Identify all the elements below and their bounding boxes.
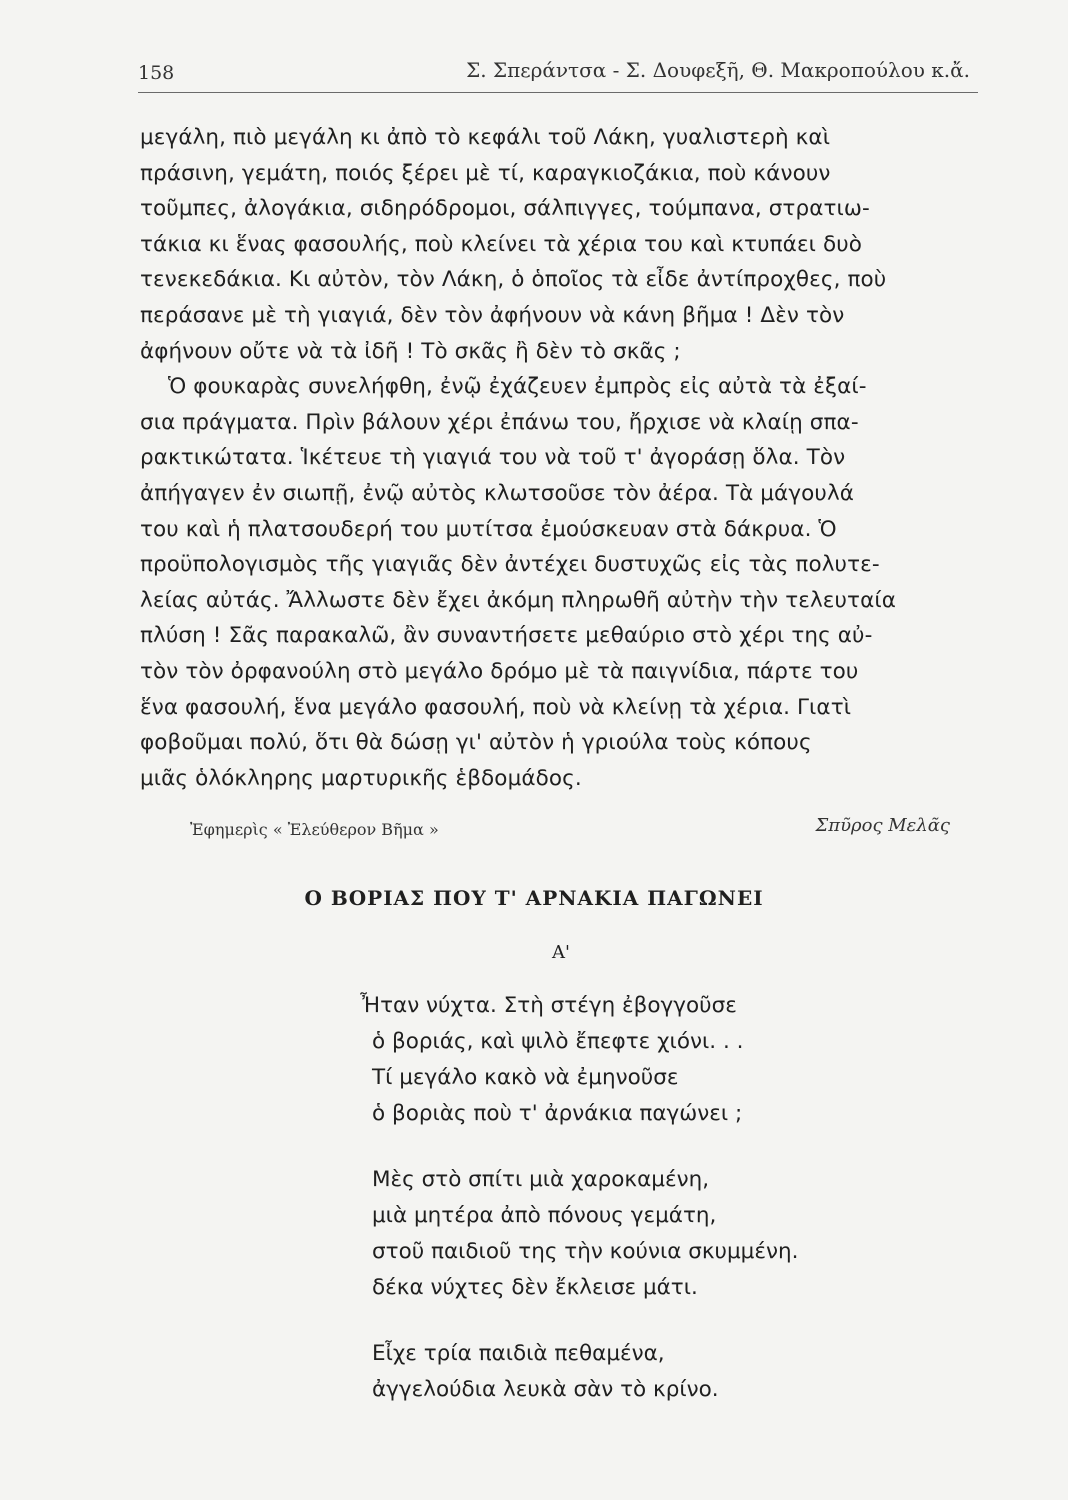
prose-line: τοῦμπες, ἀλογάκια, σιδηρόδρομοι, σάλπιγγες, τούμπανα, στρατιω- xyxy=(140,196,870,222)
verse-line: Ἦταν νύχτα. Στὴ στέγη ἐβογγοῦσε xyxy=(360,993,737,1018)
verse-line: ὁ βοριάς, καὶ ψιλὸ ἔπεφτε χιόνι. . . xyxy=(372,1029,744,1054)
prose-line: τὸν τὸν ὀρφανούλη στὸ μεγάλο δρόμο μὲ τὰ παιγνίδια, πάρτε του xyxy=(140,658,859,684)
stanza-gap xyxy=(360,1132,960,1162)
prose-line: πλύση ! Σᾶς παρακαλῶ, ἂν συναντήσετε μεθαύριο στὸ χέρι της αὐ- xyxy=(140,623,873,649)
prose-line: φοβοῦμαι πολύ, ὅτι θὰ δώσῃ γι' αὐτὸν ἡ γριούλα τοὺς κόπους xyxy=(140,730,812,756)
prose-line: λείας αὐτάς. Ἄλλωστε δὲν ἔχει ἀκόμη πληρωθῆ αὐτὴν τὴν τελευταία xyxy=(140,587,897,613)
prose-line: ἀφήνουν οὔτε νὰ τὰ ἰδῆ ! Τὸ σκᾶς ἢ δὲν τὸ σκᾶς ; xyxy=(140,338,681,364)
source-citation: Ἐφημερὶς « Ἐλεύθερον Βῆμα » xyxy=(190,820,439,839)
verse-line: δέκα νύχτες δὲν ἔκλεισε μάτι. xyxy=(372,1275,698,1300)
prose-line: πράσινη, γεμάτη, ποιός ξέρει μὲ τί, καραγκιοζάκια, ποὺ κάνουν xyxy=(140,160,831,186)
prose-line: μιᾶς ὁλόκληρης μαρτυρικῆς ἑβδομάδος. xyxy=(140,765,582,791)
prose-line: του καὶ ἡ πλατσουδερή του μυτίτσα ἐμούσκευαν στὰ δάκρυα. Ὁ xyxy=(140,516,837,542)
prose-line: Ὁ φουκαρὰς συνελήφθη, ἐνῷ ἐχάζευεν ἐμπρὸς εἰς αὐτὰ τὰ ἐξαί- xyxy=(168,374,867,400)
verse-line: στοῦ παιδιοῦ της τὴν κούνια σκυμμένη. xyxy=(372,1239,799,1264)
prose-line: τενεκεδάκια. Κι αὐτὸν, τὸν Λάκη, ὁ ὁποῖος τὰ εἶδε ἀντίπροχθες, ποὺ xyxy=(140,267,887,293)
poem-title: Ο ΒΟΡΙΑΣ ΠΟΥ Τ' ΑΡΝΑΚΙΑ ΠΑΓΩΝΕΙ xyxy=(304,886,764,910)
verse-line: Εἶχε τρία παιδιὰ πεθαμένα, xyxy=(372,1341,665,1366)
poem-body xyxy=(360,988,960,1408)
prose-line: περάσανε μὲ τὴ γιαγιά, δὲν τὸν ἀφήνουν νὰ κάνη βῆμα ! Δὲν τὸν xyxy=(140,302,845,328)
page-header xyxy=(138,56,978,93)
verse-line: ἀγγελούδια λευκὰ σὰν τὸ κρίνο. xyxy=(372,1377,719,1402)
page-number: 158 xyxy=(138,62,175,84)
prose-line: ἕνα φασουλή, ἕνα μεγάλο φασουλή, ποὺ νὰ κλείνῃ τὰ χέρια. Γιατὶ xyxy=(140,694,852,720)
prose-line: τάκια κι ἕνας φασουλής, ποὺ κλείνει τὰ χέρια του καὶ κτυπάει δυὸ xyxy=(140,231,863,257)
prose-line: σια πράγματα. Πρὶν βάλουν χέρι ἐπάνω του, ἤρχισε νὰ κλαίῃ σπα- xyxy=(140,409,859,435)
verse-line: Μὲς στὸ σπίτι μιὰ χαροκαμένη, xyxy=(372,1167,710,1192)
prose-text xyxy=(140,120,990,796)
prose-line: ἀπήγαγεν ἐν σιωπῇ, ἐνῷ αὐτὸς κλωτσοῦσε τὸν ἀέρα. Τὰ μάγουλά xyxy=(140,480,855,506)
verse-line: μιὰ μητέρα ἀπὸ πόνους γεμάτη, xyxy=(372,1203,717,1228)
stanza-gap xyxy=(360,1306,960,1336)
verse-line: ὁ βοριὰς ποὺ τ' ἀρνάκια παγώνει ; xyxy=(372,1101,743,1126)
poem-section-number: Α' xyxy=(552,942,570,963)
verse-line: Τί μεγάλο κακὸ νὰ ἐμηνοῦσε xyxy=(372,1065,679,1090)
prose-line: μεγάλη, πιὸ μεγάλη κι ἀπὸ τὸ κεφάλι τοῦ Λάκη, γυαλιστερὴ καὶ xyxy=(140,125,831,150)
prose-line: προϋπολογισμὸς τῆς γιαγιᾶς δὲν ἀντέχει δυστυχῶς εἰς τὰς πολυτε- xyxy=(140,552,880,578)
author-signature: Σπῦρος Μελᾶς xyxy=(815,815,950,836)
prose-line: ρακτικώτατα. Ἱκέτευε τὴ γιαγιά του νὰ τοῦ τ' ἀγοράσῃ ὅλα. Τὸν xyxy=(140,445,846,471)
running-head: Σ. Σπεράντσα - Σ. Δουφεξῆ, Θ. Μακροπούλου κ.ἄ. xyxy=(466,58,970,82)
